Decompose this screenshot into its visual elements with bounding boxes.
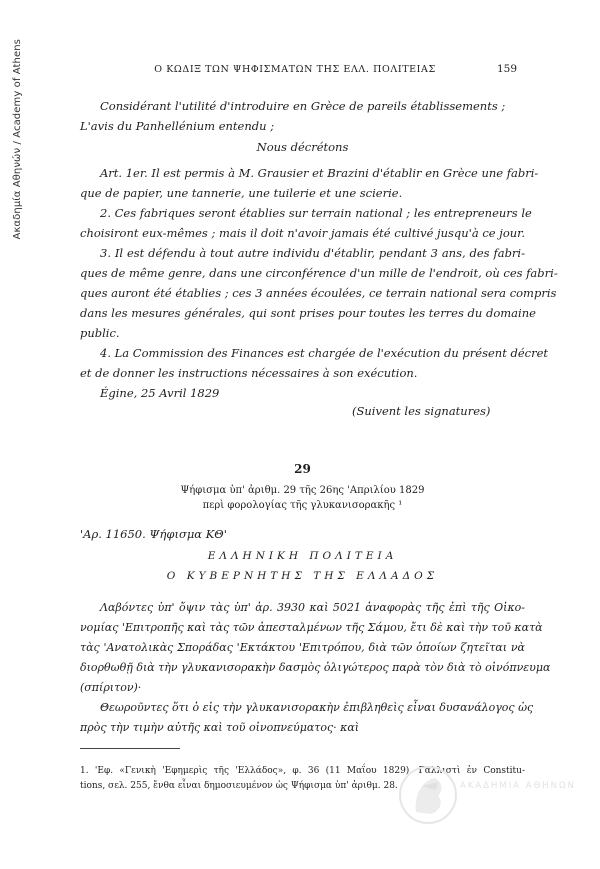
academy-watermark-emblem-icon — [398, 760, 598, 830]
greek-body-text — [80, 598, 551, 738]
footnote-line: tions, σελ. 255, ἔνθα εἶναι δημοσιευμένον ὡς Ψήφισμα ὑπ' ἀριθμ. 28. — [80, 781, 398, 791]
text-line: νομίας 'Επιτροπῆς καὶ τὰς τῶν ἀπεσταλμένων τῆς Σάμου, ἔτι δὲ καὶ τὴν τοῦ κατὰ — [80, 621, 543, 634]
document-title-line: περὶ φορολογίας τῆς γλυκανισορακῆς ¹ — [202, 500, 403, 511]
footnote-divider — [80, 748, 180, 749]
text-line: et de donner les instructions nécessaires à son exécution. — [80, 366, 418, 380]
text-line: διορθωθῇ διὰ τὴν γλυκανισορακὴν δασμὸς ὀλιγώτερος παρὰ τὸν διὰ τὸ οἰνόπνευμα — [80, 661, 551, 674]
text-line: que de papier, une tannerie, une tuilerie et une scierie. — [80, 186, 403, 200]
governor-heading: Ο ΚΥΒΕΡΝΗΤΗΣ ΤΗΣ ΕΛΛΑΔΟΣ — [166, 570, 439, 582]
text-line: Considérant l'utilité d'introduire en Grèce de pareils établissements ; — [100, 99, 506, 113]
document-title-line: Ψήφισμα ὑπ' ἀριθμ. 29 τῆς 26ης 'Απριλίου 1829 — [180, 485, 425, 496]
archive-side-label — [2, 24, 32, 254]
text-line: Θεωροῦντες ὅτι ὁ εἰς τὴν γλυκανισορακὴν ἐπιβληθεὶς εἶναι δυσανάλογος ὡς — [100, 701, 534, 714]
text-line: 4. La Commission des Finances est chargée de l'exécution du présent décret — [100, 346, 549, 360]
document-title — [80, 483, 525, 513]
text-line: ques de même genre, dans une circonférence d'un mille de l'endroit, où ces fabri- — [80, 266, 558, 280]
state-heading: ΕΛΛΗΝΙΚΗ ΠΟΛΙΤΕΙΑ — [207, 550, 398, 562]
considerants-paragraph — [80, 96, 525, 136]
running-head: Ο ΚΩΔΙΞ ΤΩΝ ΨΗΦΙΣΜΑΤΩΝ ΤΗΣ ΕΛΛ. ΠΟΛΙΤΕΙΑΣ — [154, 64, 436, 75]
text-line: 2. Ces fabriques seront établies sur terrain national ; les entrepreneurs le — [100, 206, 532, 220]
archive-side-label-text: Ακαδημία Αθηνών / Academy of Athens — [11, 38, 23, 240]
text-line: (σπίριτον)· — [80, 681, 142, 694]
text-line: L'avis du Panhellénium entendu ; — [80, 119, 275, 133]
text-line: dans les mesures générales, qui sont prises pour toutes les terres du domaine — [80, 306, 536, 320]
text-line: choisiront eux-mêmes ; mais il doit n'avoir jamais été cultivé jusqu'à ce jour. — [80, 226, 526, 240]
watermark-text: ΑΚΑΔΗΜΙΑ ΑΘΗΝΩΝ — [460, 781, 576, 791]
text-line: Art. 1er. Il est permis à M. Grausier et Brazini d'établir en Grèce une fabri- — [100, 166, 539, 180]
document-number: 29 — [294, 462, 311, 476]
text-line: ques auront été établies ; ces 3 années écoulées, ce terrain national sera compris — [80, 286, 557, 300]
articles-section — [80, 163, 558, 403]
text-line: 3. Il est défendu à tout autre individu d'établir, pendant 3 ans, des fabri- — [100, 246, 525, 260]
text-line: Λαβόντες ὑπ' ὄψιν τὰς ὑπ' ἀρ. 3930 καὶ 5021 ἀναφορὰς τῆς ἐπὶ τῆς Οἰκο- — [100, 601, 525, 614]
text-line: τὰς 'Ανατολικὰς Σποράδας 'Εκτάκτου 'Επιτρόπου, διὰ τῶν ὁποίων ζητεῖται νὰ — [80, 641, 525, 654]
nous-decretons-heading: Nous décrétons — [256, 140, 349, 154]
text-line: πρὸς τὴν τιμὴν αὐτῆς καὶ τοῦ οἰνοπνεύματος· καὶ — [80, 721, 360, 734]
place-date-line: Égine, 25 Avril 1829 — [100, 386, 220, 400]
registry-number: 'Αρ. 11650. Ψήφισμα ΚΘ' — [80, 527, 227, 541]
text-line: public. — [80, 326, 120, 340]
signature-note: (Suivent les signatures) — [352, 404, 491, 418]
footnote-line: 1. 'Εφ. «Γενικὴ 'Εφημερὶς τῆς 'Ελλάδος», φ. 36 (11 Μαΐου 1829). Γαλλιστὶ ἐν Constitu- — [80, 766, 525, 776]
page-number: 159 — [497, 63, 518, 75]
